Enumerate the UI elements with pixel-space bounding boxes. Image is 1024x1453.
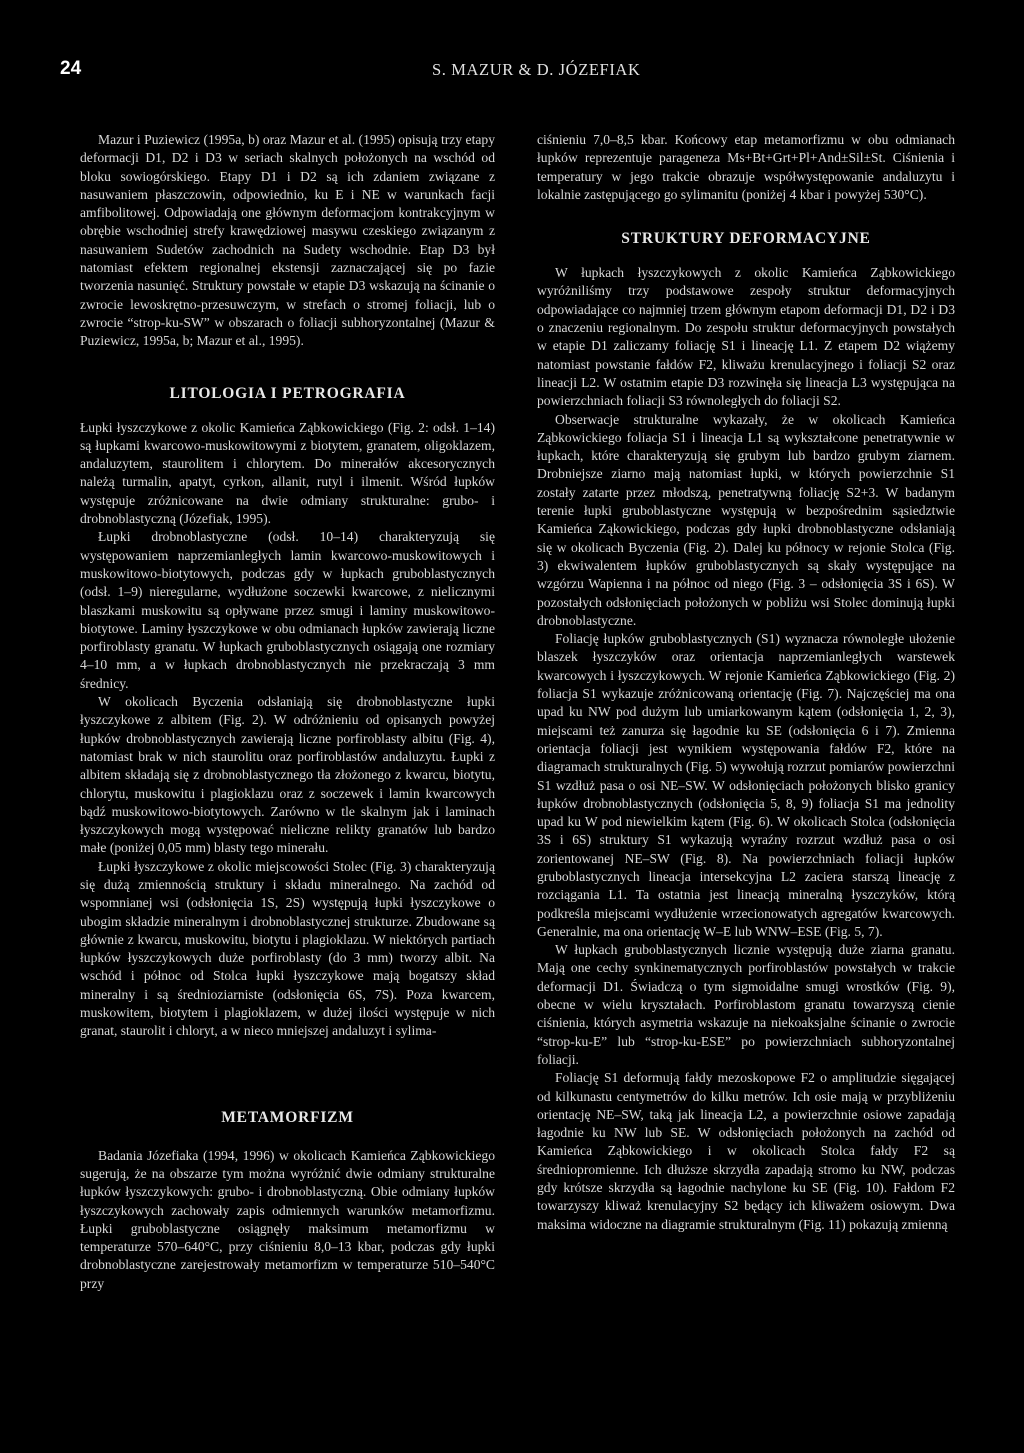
- section-heading-struktury: STRUKTURY DEFORMACYJNE: [621, 230, 871, 248]
- paragraph-lito-4: Łupki łyszczykowe z okolic miejscowości Stolec (Fig. 3) charakteryzują się dużą zmiennością struktury i składu mineralnego. Na zachód od wspomnianej wsi (odsłonięcia 1S, 2S) występują łupki łyszczykowe o ubogim składzie mineralnym i drobnoblastycznej strukturze. Zbudowane są głównie z kwarcu, muskowitu, biotytu i plagioklazu. W niektórych partiach łupków łyszczykowych duże porfiroblasty (do 3 mm) tworzy albit. Na wschód i północ od Stolca łupki łyszczykowe mają bogatszy skład mineralny i są średnioziarniste (odsłonięcia 6S, 7S). Poza kwarcem, muskowitem, biotytem i plagioklazem, w dużej ilości występuje w nich granat, staurolit i chloryt, a w nieco mniejszej andaluzyt i sylima-: [80, 858, 495, 1039]
- paragraph-intro: Mazur i Puziewicz (1995a, b) oraz Mazur et al. (1995) opisują trzy etapy deformacji D1, D2 i D3 w seriach skalnych położonych na wschód od bloku sowiogórskiego. Etapy D1 i D2 są ich zdaniem związane z nasuwaniem płaszczowin, odpowiednio, ku E i NE w warunkach facji amfibolitowej. Odpowiadają one głównym deformacjom kontrakcyjnym w obrębie wschodniej strefy krawędziowej masywu czeskiego związanym z nasuwaniem Sudetów zachodnich na Sudety wschodnie. Etap D3 był natomiast efektem regionalnej ekstensji zaznaczającej się po fazie tworzenia nasunięć. Struktury powstałe w etapie D3 wskazują na ścinanie o zwrocie lewoskrętno-przesuwczym, w strefach o stromej foliacji, lub o zwrocie “strop-ku-SW” w obszarach o foliacji subhoryzontalnej (Mazur & Puziewicz, 1995a, b; Mazur et al., 1995).: [80, 132, 495, 349]
- paragraph-lito-3: W okolicach Byczenia odsłaniają się drobnoblastyczne łupki łyszczykowe z albitem (Fig. 2). W odróżnieniu od opisanych powyżej łupków drobnoblastycznych zawierają liczne porfiroblasty albitu (Fig. 4), natomiast brak w nich staurolitu oraz porfiroblastów andaluzytu. Łupki z albitem składają się z drobnoblastycznego tła złożonego z kwarcu, biotytu, chlorytu, muskowitu i plagioklazu oraz z soczewek i lamin kwarcowych bądź muskowitowo-biotytowych. Zarówno w tle skalnym jak i laminach łyszczykowych mogą występować nieliczne relikty granatów lub bardzo małe (poniżej 0,05 mm) blasty tego minerału.: [80, 694, 495, 856]
- paragraph-meta-1: Badania Józefiaka (1994, 1996) w okolicach Kamieńca Ząbkowickiego sugerują, że na obszarze tym można wyróżnić dwie odmiany strukturalne łupków łyszczykowych: grubo- i drobnoblastyczną. Obie odmiany łupków łyszczykowych zachowały zapis odmiennych warunków metamorfizmu. Łupki gruboblastyczne osiągnęły maksimum metamorfizmu w temperaturze 570–640°C, przy ciśnieniu 8,0–13 kbar, podczas gdy łupki drobnoblastyczne zarejestrowały metamorfizm w temperaturze 510–540°C przy: [80, 1147, 495, 1291]
- paragraph-struk-1: W łupkach łyszczykowych z okolic Kamieńca Ząbkowickiego wyróżniliśmy trzy podstawowe zespoły struktur deformacyjnych odpowiadające co najmniej trzem głównym etapom deformacji D1, D2 i D3 o znaczeniu regionalnym. Do zespołu struktur deformacyjnych powstałych w etapie D1 zaliczamy foliację S1 i lineację L1. Z etapem D2 wiążemy natomiast powstanie fałdów F2, kliważu krenulacyjnego i foliacji S2 oraz lineacji L2. W ostatnim etapie D3 rozwinęła się lineacja L3 występująca na powierzchniach foliacji S3 równoległych do foliacji S2.: [537, 265, 955, 409]
- page-header: [60, 58, 964, 82]
- page-number: 24: [60, 58, 82, 79]
- paragraph-lito-1: Łupki łyszczykowe z okolic Kamieńca Ząbkowickiego (Fig. 2: odsł. 1–14) są łupkami kwarcowo-muskowitowymi z biotytem, granatem, oligoklazem, andaluzytem, staurolitem i chlorytem. Do minerałów akcesorycznych należą turmalin, apatyt, cyrkon, allanit, rutyl i ilmenit. Wśród łupków występuje zróżnicowane na dwie odmiany strukturalne: grubo- i drobnoblastyczną (Józefiak, 1995).: [80, 419, 495, 527]
- left-column: [80, 131, 495, 1293]
- running-head: S. MAZUR & D. JÓZEFIAK: [432, 60, 641, 79]
- paragraph-struk-5: Foliację S1 deformują fałdy mezoskopowe F2 o amplitudzie sięgającej od kilkunastu centymetrów do kilku metrów. Ich osie mają w przybliżeniu orientację NE–SW, taką jak lineacja L2, a powierzchnie osiowe zapadają łagodnie ku NW lub SE. W odsłonięciach położonych na zachód od Kamieńca Ząbkowickiego i w okolicach Stolca fałdy F2 są średniopromienne. Ich dłuższe skrzydła zapadają stromo ku NW, podczas gdy krótsze skrzydła są łagodnie nachylone ku SE (Fig. 10). Fałdom F2 towarzyszy kliważ krenulacyjny S2 będący ich kliważem osiowym. Dwa maksima widoczne na diagramie strukturalnym (Fig. 11) pokazują zmienną: [537, 1070, 955, 1232]
- section-heading-metamorfizm: METAMORFIZM: [221, 1108, 354, 1126]
- paragraph-struk-4: W łupkach gruboblastycznych licznie występują duże ziarna granatu. Mają one cechy synkinematycznych porfiroblastów powstałych w trakcie deformacji D1. Świadczą o tym sigmoidalne smugi wrostków (Fig. 9), obecne w wielu kryształach. Porfiroblastom granatu towarzyszą cienie ciśnienia, których asymetria wskazuje na niekoaksjalne ścinanie o zwrocie “strop-ku-E” lub “strop-ku-ESE” po powierzchniach subhoryzontalnej foliacji.: [537, 942, 955, 1067]
- paragraph-lito-2: Łupki drobnoblastyczne (odsł. 10–14) charakteryzują się występowaniem naprzemianległych lamin kwarcowo-muskowitowych i muskowitowo-biotytowych, podczas gdy w łupkach gruboblastycznych (odsł. 1–9) nieregularne, wydłużone soczewki kwarcowe, z nielicznymi blaszkami muskowitu są opływane przez smugi i laminy muskowitowo-biotytowe. Laminy łyszczykowe w obu odmianach łupków zawierają liczne porfiroblasty granatu. W łupkach gruboblastycznych osiągają one rozmiary 4–10 mm, a w łupkach drobnoblastycznych nie przekraczają 3 mm średnicy.: [80, 529, 495, 691]
- paragraph-meta-cont: ciśnieniu 7,0–8,5 kbar. Końcowy etap metamorfizmu w obu odmianach łupków reprezentuje parageneza Ms+Bt+Grt+Pl+And±Sil±St. Ciśnienia i temperatury w jego trakcie obrazuje współwystępowanie andaluzytu i lokalnie zastępującego go sylimanitu (poniżej 4 kbar i powyżej 530°C).: [537, 132, 955, 202]
- section-heading-litologia: LITOLOGIA I PETROGRAFIA: [169, 384, 406, 402]
- paragraph-struk-2: Obserwacje strukturalne wykazały, że w okolicach Kamieńca Ząbkowickiego foliacja S1 i lineacja L1 są wykształcone penetratywnie w łupkach, które charakteryzują się grubym lub bardzo grubym ziarnem. Drobniejsze ziarno mają natomiast łupki, w których powierzchnie S1 zostały zatarte przez młodszą, penetratywną foliację S2+3. W badanym terenie łupki gruboblastyczne występują w bezpośrednim sąsiedztwie Kamieńca Ząkowickiego, podczas gdy łupki drobnoblastyczne odsłaniają się w okolicach Byczenia (Fig. 2). Dalej ku północy w rejonie Stolca (Fig. 3) ekwiwalentem łupków gruboblastycznych są skały występujące na wzgórzu Wapienna i na północ od niego (Fig. 3 – odsłonięcia 3S i 6S). W pozostałych odsłonięciach położonych w pobliżu wsi Stolec dominują łupki drobnoblastyczne.: [537, 411, 955, 628]
- right-column: [537, 131, 955, 1234]
- paragraph-struk-3: Foliację łupków gruboblastycznych (S1) wyznacza równoległe ułożenie blaszek łyszczyków oraz orientacja naprzemianległych warstewek kwarcowych i łyszczykowych. W rejonie Kamieńca Ząbkowickiego (Fig. 2) foliacja S1 wykazuje zróżnicowaną orientację (Fig. 7). Najczęściej ma ona upad ku NW pod dużym lub umiarkowanym kątem (odsłonięcia 1, 2, 3), miejscami też zanurza się łagodnie ku SE (odsłonięcia 6 i 7). Zmienna orientacja foliacji jest wynikiem występowania fałdów F2, które na diagramach strukturalnych (Fig. 5) wywołują rozrzut pomiarów powierzchni S1 wzdłuż pasa o osi NE–SW. W odsłonięciach położonych blisko granicy łupków drobnoblastycznych (odsłonięcia 5, 8, 9) foliacja S1 ma jednolity upad ku W pod niewielkim kątem (Fig. 6). W okolicach Stolca (odsłonięcia 3S i 6S) struktury S1 wykazują wyraźny rozrzut wzdłuż pasa o osi zorientowanej NE–SW (Fig. 8). Na powierzchniach foliacji łupków gruboblastycznych lineacja intersekcyjna L2 zaciera starszą lineację z rozciągania L1. Ta ostatnia jest lineacją mineralną łyszczyków, którą podkreśla miejscami wydłużenie wrzecionowatych agregatów kwarcowych. Generalnie, ma ona orientację W–E lub WNW–ESE (Fig. 5, 7).: [537, 631, 955, 939]
